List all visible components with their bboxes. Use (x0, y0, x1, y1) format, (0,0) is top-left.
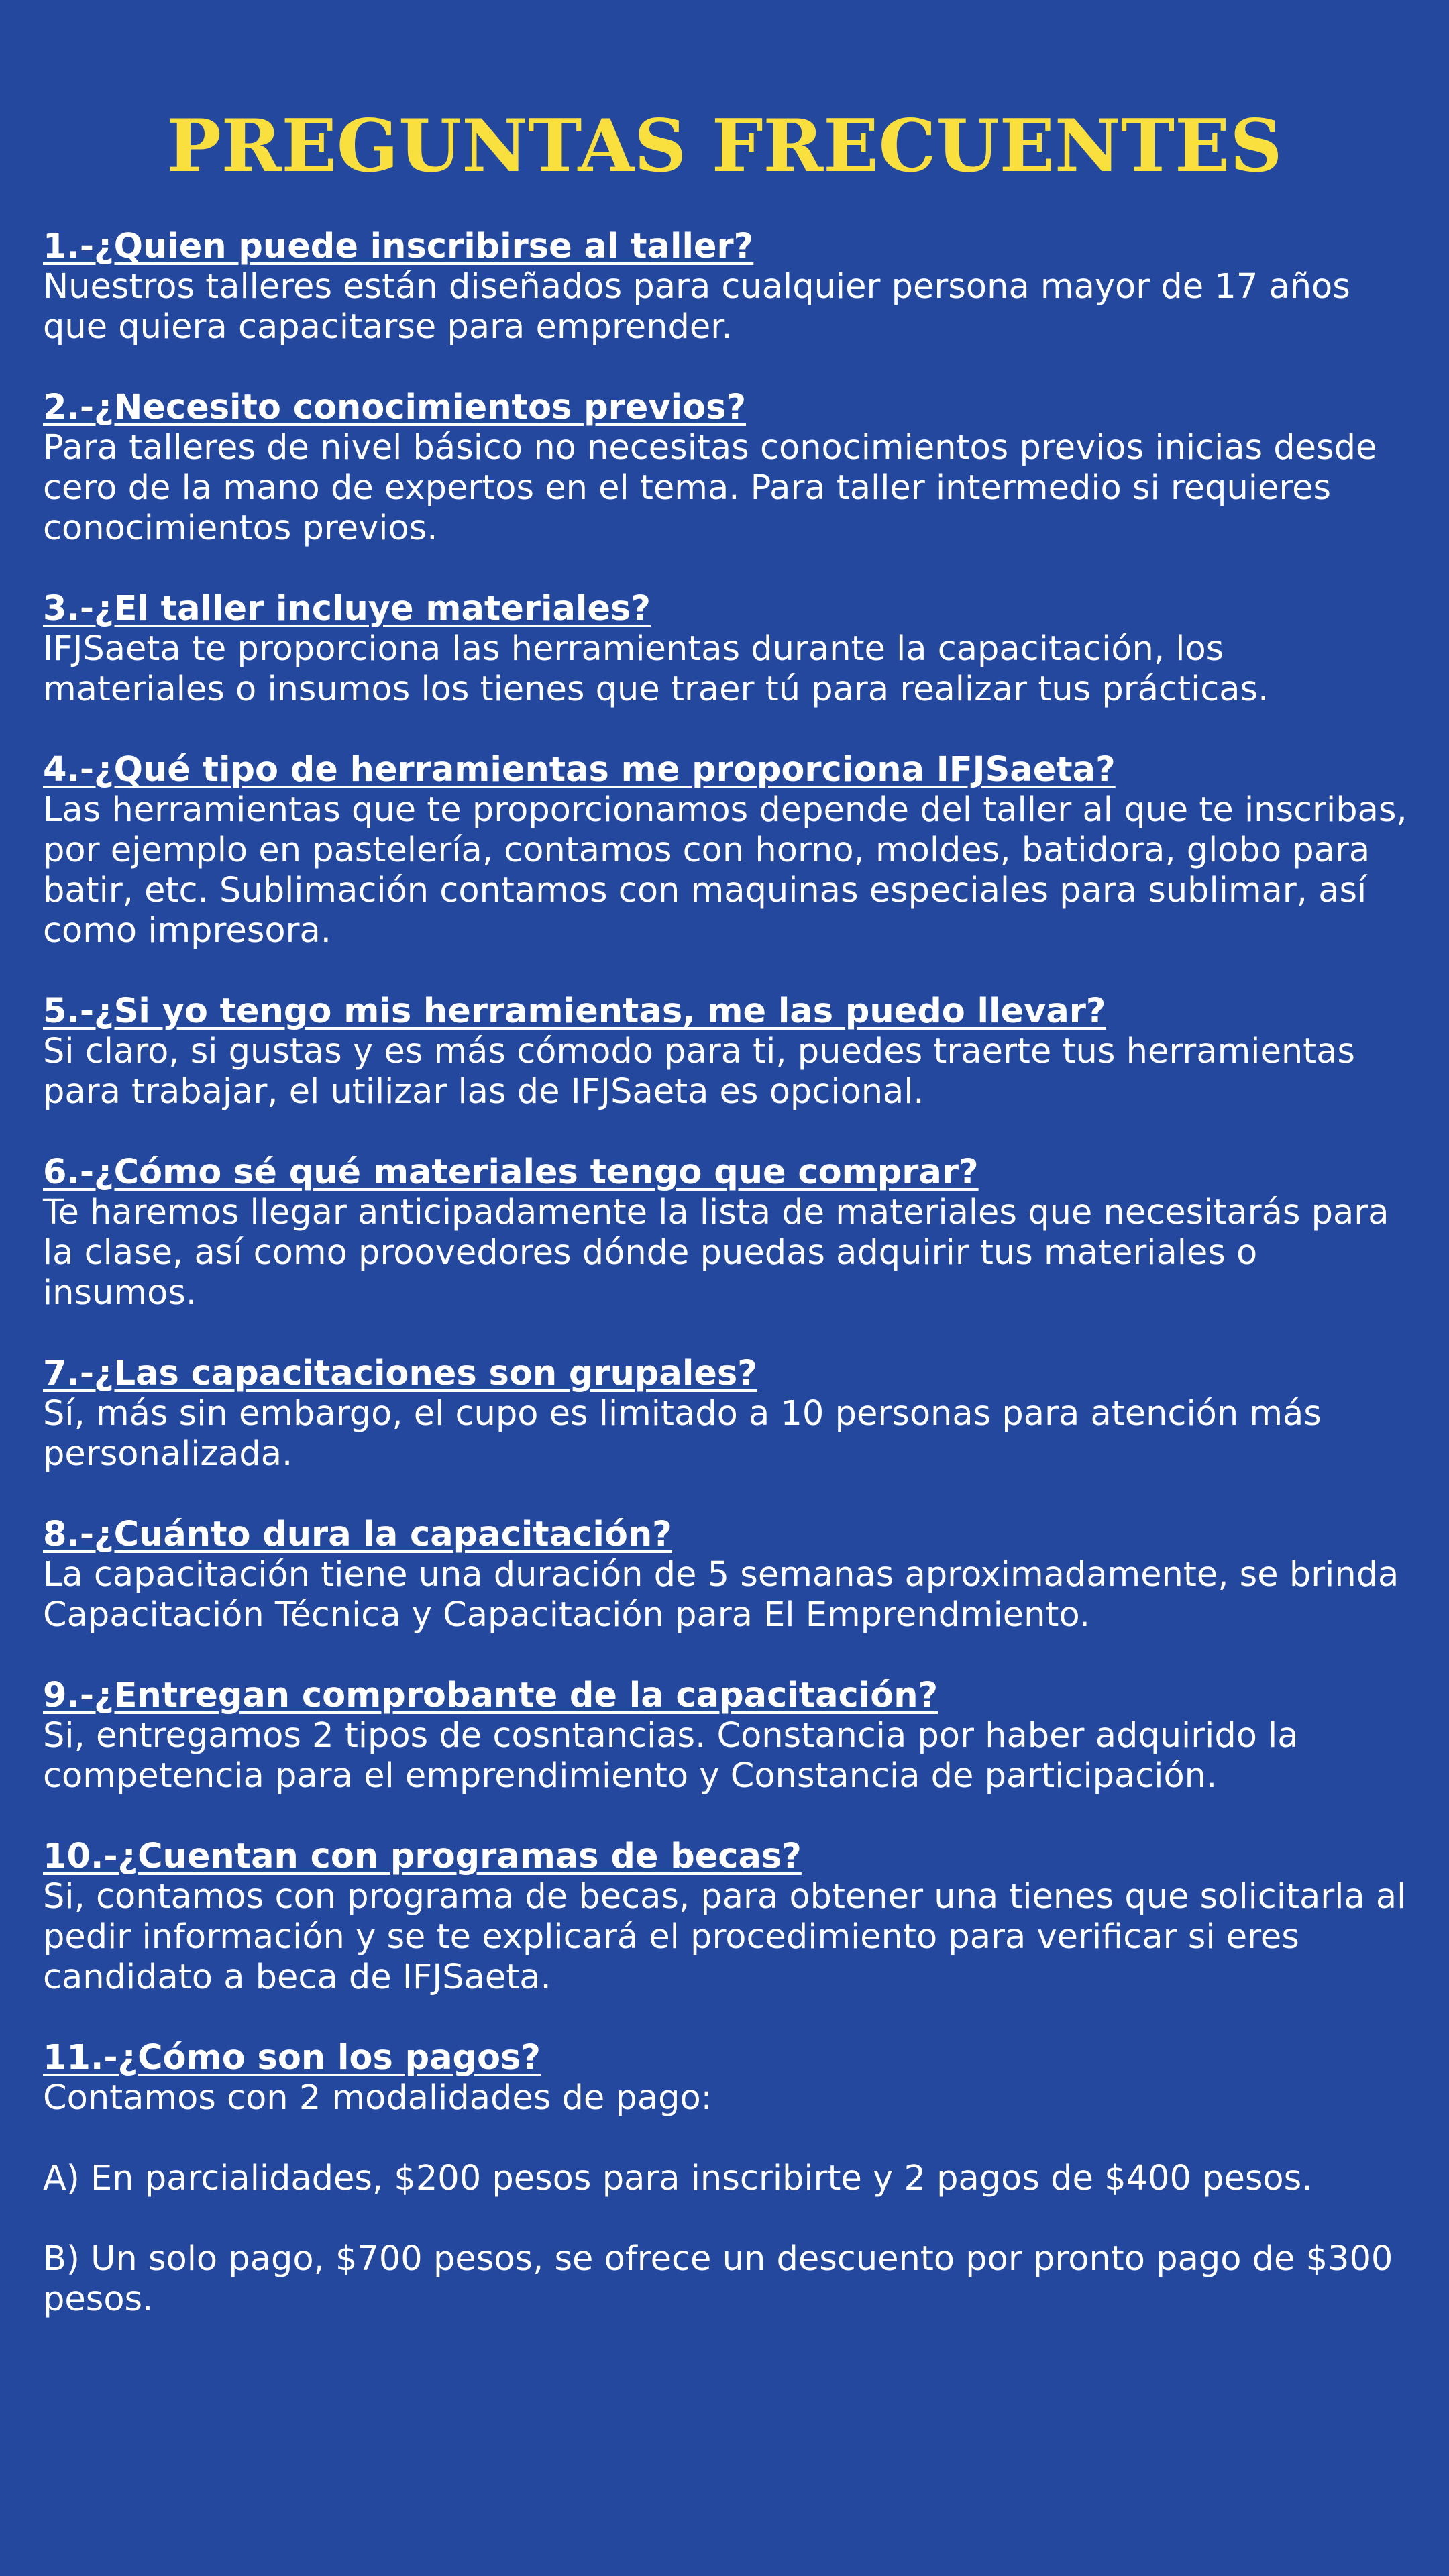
faq-item-5 (43, 991, 1411, 1112)
faq-question: 5.-¿Si yo tengo mis herramientas, me las puedo llevar? (43, 991, 1106, 1031)
faq-item-2 (43, 388, 1411, 549)
payment-option-b: B) Un solo pago, $700 pesos, se ofrece un descuento por pronto pago de $300 pesos. (43, 2239, 1393, 2319)
faq-answer: Te haremos llegar anticipadamente la lista de materiales que necesitarás para la clase, así como proovedores dónde puedas adquirir tus materiales o insumos. (43, 1193, 1389, 1313)
faq-item-6 (43, 1152, 1411, 1313)
faq-question: 8.-¿Cuánto dura la capacitación? (43, 1515, 672, 1554)
faq-answer: Las herramientas que te proporcionamos depende del taller al que te inscribas, por ejemplo en pastelería, contamos con horno, moldes, batidora, globo para batir, etc. Sublimación contamos con maquinas especiales para sublimar, así como impresora. (43, 790, 1407, 951)
faq-answer: Para talleres de nivel básico no necesitas conocimientos previos inicias desde cero de la mano de expertos en el tema. Para taller intermedio si requieres conocimientos previos. (43, 428, 1377, 548)
faq-list (43, 227, 1411, 2360)
payments-intro: Contamos con 2 modalidades de pago: (43, 2078, 712, 2118)
faq-question: 4.-¿Qué tipo de herramientas me proporciona IFJSaeta? (43, 750, 1116, 790)
faq-question: 3.-¿El taller incluye materiales? (43, 589, 651, 629)
faq-answer: Si, entregamos 2 tipos de cosntancias. Constancia por haber adquirido la competencia para el emprendimiento y Constancia de participación. (43, 1716, 1299, 1796)
faq-answer: Si, contamos con programa de becas, para obtener una tienes que solicitarla al pedir información y se te explicará el procedimiento para verificar si eres candidato a beca de IFJSaeta. (43, 1877, 1407, 1997)
page-title: PREGUNTAS FRECUENTES (166, 104, 1283, 189)
faq-question: 11.-¿Cómo son los pagos? (43, 2038, 541, 2078)
faq-item-3 (43, 589, 1411, 710)
faq-answer: IFJSaeta te proporciona las herramientas durante la capacitación, los materiales o insumos los tienes que traer tú para realizar tus prácticas. (43, 629, 1269, 709)
faq-question: 2.-¿Necesito conocimientos previos? (43, 388, 747, 427)
faq-item-9 (43, 1676, 1411, 1796)
faq-question: 6.-¿Cómo sé qué materiales tengo que comprar? (43, 1152, 979, 1192)
faq-item-11 (43, 2038, 1411, 2320)
faq-answer: Nuestros talleres están diseñados para cualquier persona mayor de 17 años que quiera capacitarse para emprender. (43, 267, 1350, 347)
faq-answer: La capacitación tiene una duración de 5 semanas aproximadamente, se brinda Capacitación Técnica y Capacitación para El Emprendmiento. (43, 1555, 1399, 1635)
faq-question: 9.-¿Entregan comprobante de la capacitación? (43, 1676, 938, 1715)
faq-item-4 (43, 750, 1411, 951)
faq-item-7 (43, 1354, 1411, 1474)
faq-answer: Sí, más sin embargo, el cupo es limitado a 10 personas para atención más personalizada. (43, 1394, 1322, 1474)
faq-item-10 (43, 1837, 1411, 1998)
faq-item-1 (43, 227, 1411, 347)
faq-item-8 (43, 1515, 1411, 1635)
faq-answer: Si claro, si gustas y es más cómodo para ti, puedes traerte tus herramientas para trabajar, el utilizar las de IFJSaeta es opcional. (43, 1032, 1355, 1112)
faq-question: 7.-¿Las capacitaciones son grupales? (43, 1354, 757, 1393)
faq-question: 1.-¿Quien puede inscribirse al taller? (43, 227, 754, 266)
payment-option-a: A) En parcialidades, $200 pesos para inscribirte y 2 pagos de $400 pesos. (43, 2159, 1313, 2198)
faq-question: 10.-¿Cuentan con programas de becas? (43, 1837, 802, 1876)
